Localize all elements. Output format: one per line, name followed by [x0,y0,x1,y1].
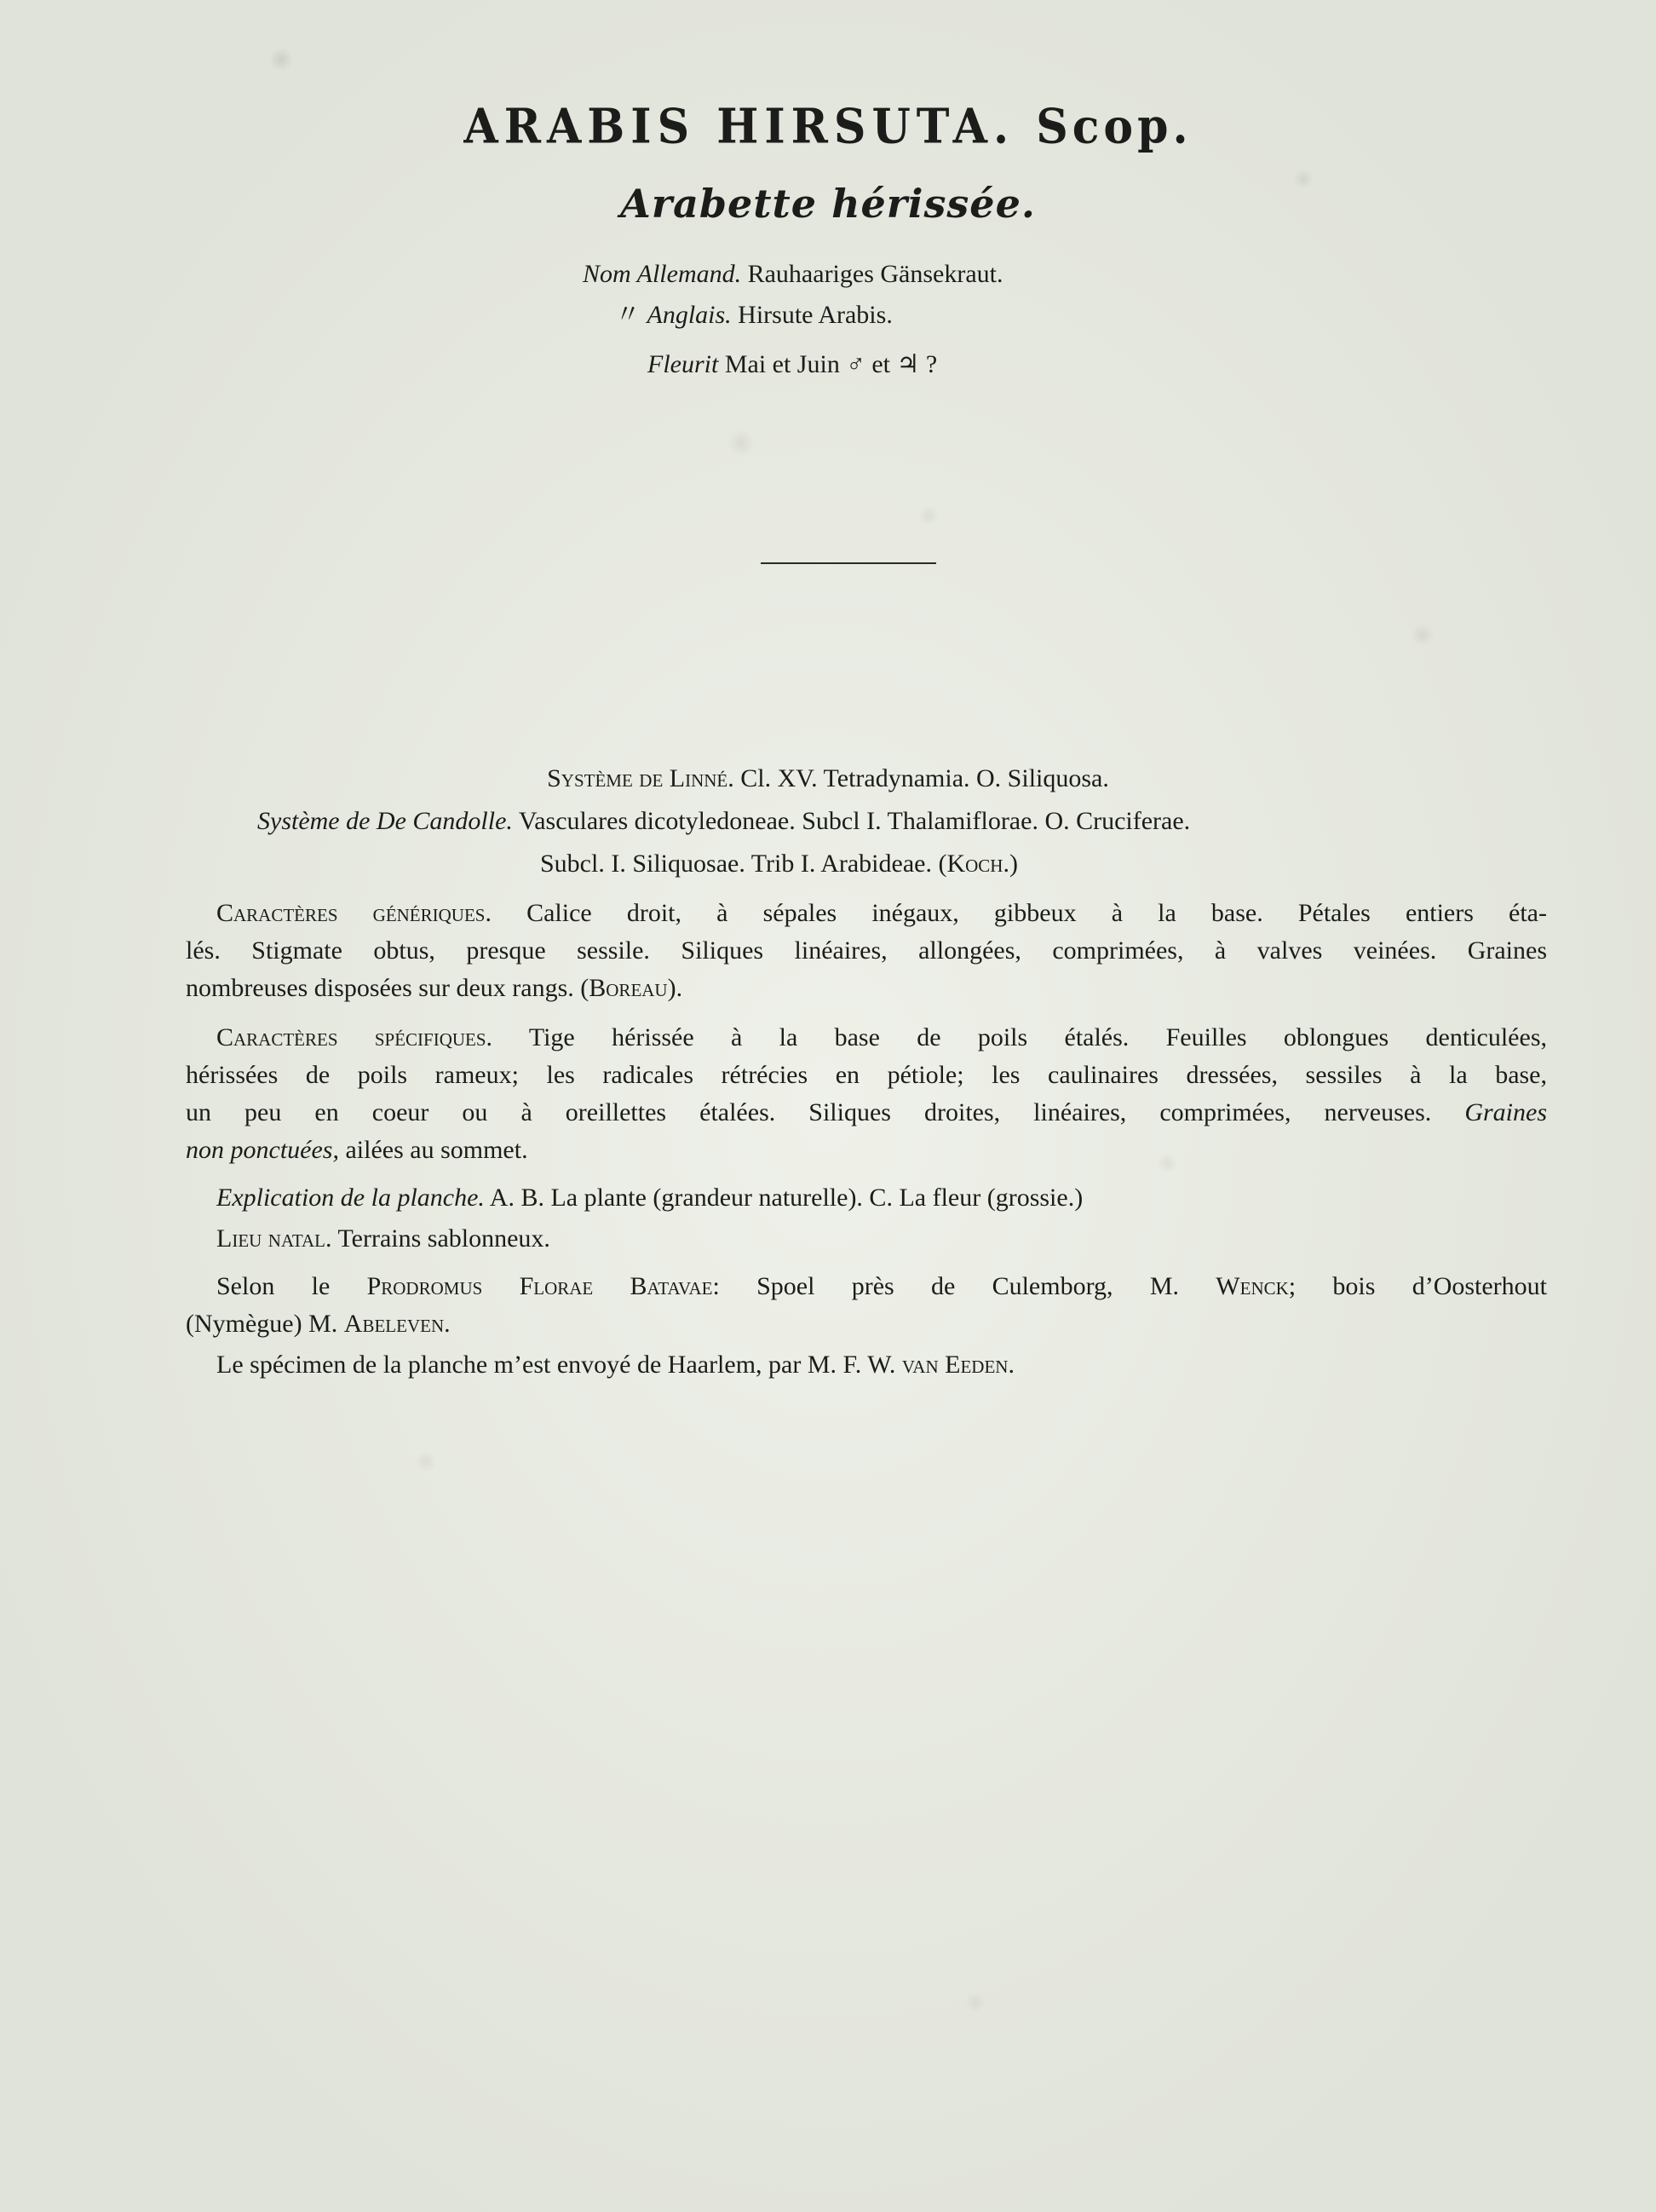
linne-system-line [0,760,1656,798]
german-name-value: Rauhaariges Gänsekraut. [747,260,1003,288]
species-title [0,99,1656,155]
generic-line-1 [186,895,1547,932]
flowering-label: Fleurit [647,350,719,378]
candolle-system-value: Vasculares dicotyledoneae. Subcl I. Thalamiflorae. O. Cruciferae. [518,807,1191,835]
section-divider [761,562,936,564]
prodromus-text-1: Spoel près de Culemborg, M. [756,1272,1179,1300]
prodromus-line-1 [186,1268,1547,1305]
flowering-value: Mai et Juin ♂ et ♃ ? [724,350,938,378]
german-name-label: Nom Allemand. [583,260,742,288]
title-main: ARABIS HIRSUTA. [463,98,1015,155]
specific-line-3 [186,1094,1547,1132]
prodromus-paragraph [186,1268,1547,1343]
specific-text-3: un peu en coeur ou à oreillettes étalées. Siliques droites, linéaires, comprimées, nerveuses. [186,1098,1432,1126]
specimen-donor: van Eeden. [901,1351,1015,1379]
candolle-system-source: (Koch.) [938,850,1018,878]
candolle-system-line [257,803,1190,840]
habitat-text: Terrains sablonneux. [337,1224,550,1253]
prodromus-line-2 [186,1305,1547,1343]
specimen-text: Le spécimen de la planche m’est envoyé de Haarlem, par M. F. W. [216,1351,896,1379]
ditto-mark: 〃 [615,301,641,329]
specific-text-1: Tige hérissée à la base de poils étalés. Feuilles oblongues denticulées, [528,1023,1547,1051]
collector-name-1: Wenck [1216,1272,1289,1300]
prodromus-source: Prodromus Florae Batavae: [366,1272,720,1300]
english-name-value: Hirsute Arabis. [738,301,893,329]
candolle-system-tribe: Subcl. I. Siliquosae. Trib I. Arabideae. [540,850,932,878]
english-name-label: Anglais. [647,301,732,329]
candolle-system-line-2 [540,845,1018,883]
generic-label: Caractères génériques. [216,899,492,927]
specific-line-4 [186,1132,1547,1169]
candolle-system-label: Système de De Candolle. [257,807,513,835]
generic-line-2: lés. Stigmate obtus, presque sessile. Siliques linéaires, allongées, comprimées, à valves veinées. Graines [186,936,1547,965]
generic-source: (Boreau). [580,974,683,1002]
linne-system-label: Système de Linné. [547,764,734,792]
flowering-line [647,346,937,383]
explanation-line [216,1179,1083,1217]
specific-line-2: hérissées de poils rameux; les radicales rétrécies en pétiole; les caulinaires dressées, sessiles à la base, [186,1061,1547,1089]
explanation-text: A. B. La plante (grandeur naturelle). C. La fleur (grossie.) [489,1184,1084,1212]
common-name-title: Arabette hérissée. [620,181,1036,227]
prodromus-text-3: (Nymègue) M. [186,1310,338,1338]
specific-line-1 [186,1019,1547,1057]
linne-system-value: Cl. XV. Tetradynamia. O. Siliquosa. [740,764,1109,792]
generic-text-1: Calice droit, à sépales inégaux, gibbeux à la base. Pétales entiers éta- [526,899,1547,927]
specific-label: Caractères spécifiques. [216,1023,493,1051]
german-name-line [583,256,1003,293]
specific-italic-3: Graines [1464,1098,1548,1126]
habitat-label: Lieu natal. [216,1224,332,1253]
collector-name-2: Abeleven. [343,1310,451,1338]
prodromus-text-2: ; bois d’Oosterhout [1288,1272,1548,1300]
generic-text-3: nombreuses disposées sur deux rangs. [186,974,574,1002]
explanation-label: Explication de la planche. [216,1184,485,1212]
specimen-line [216,1346,1015,1384]
habitat-line [216,1220,550,1258]
generic-line-3 [186,970,1547,1007]
specific-italic-4: non ponctuées, [186,1136,339,1164]
specific-characters-paragraph [186,1019,1547,1169]
generic-characters-paragraph [186,895,1547,1007]
specific-text-4: ailées au sommet. [345,1136,528,1164]
title-author-abbr: Scop. [1036,98,1193,155]
english-name-line [615,297,893,334]
prodromus-prefix: Selon le [216,1272,331,1300]
